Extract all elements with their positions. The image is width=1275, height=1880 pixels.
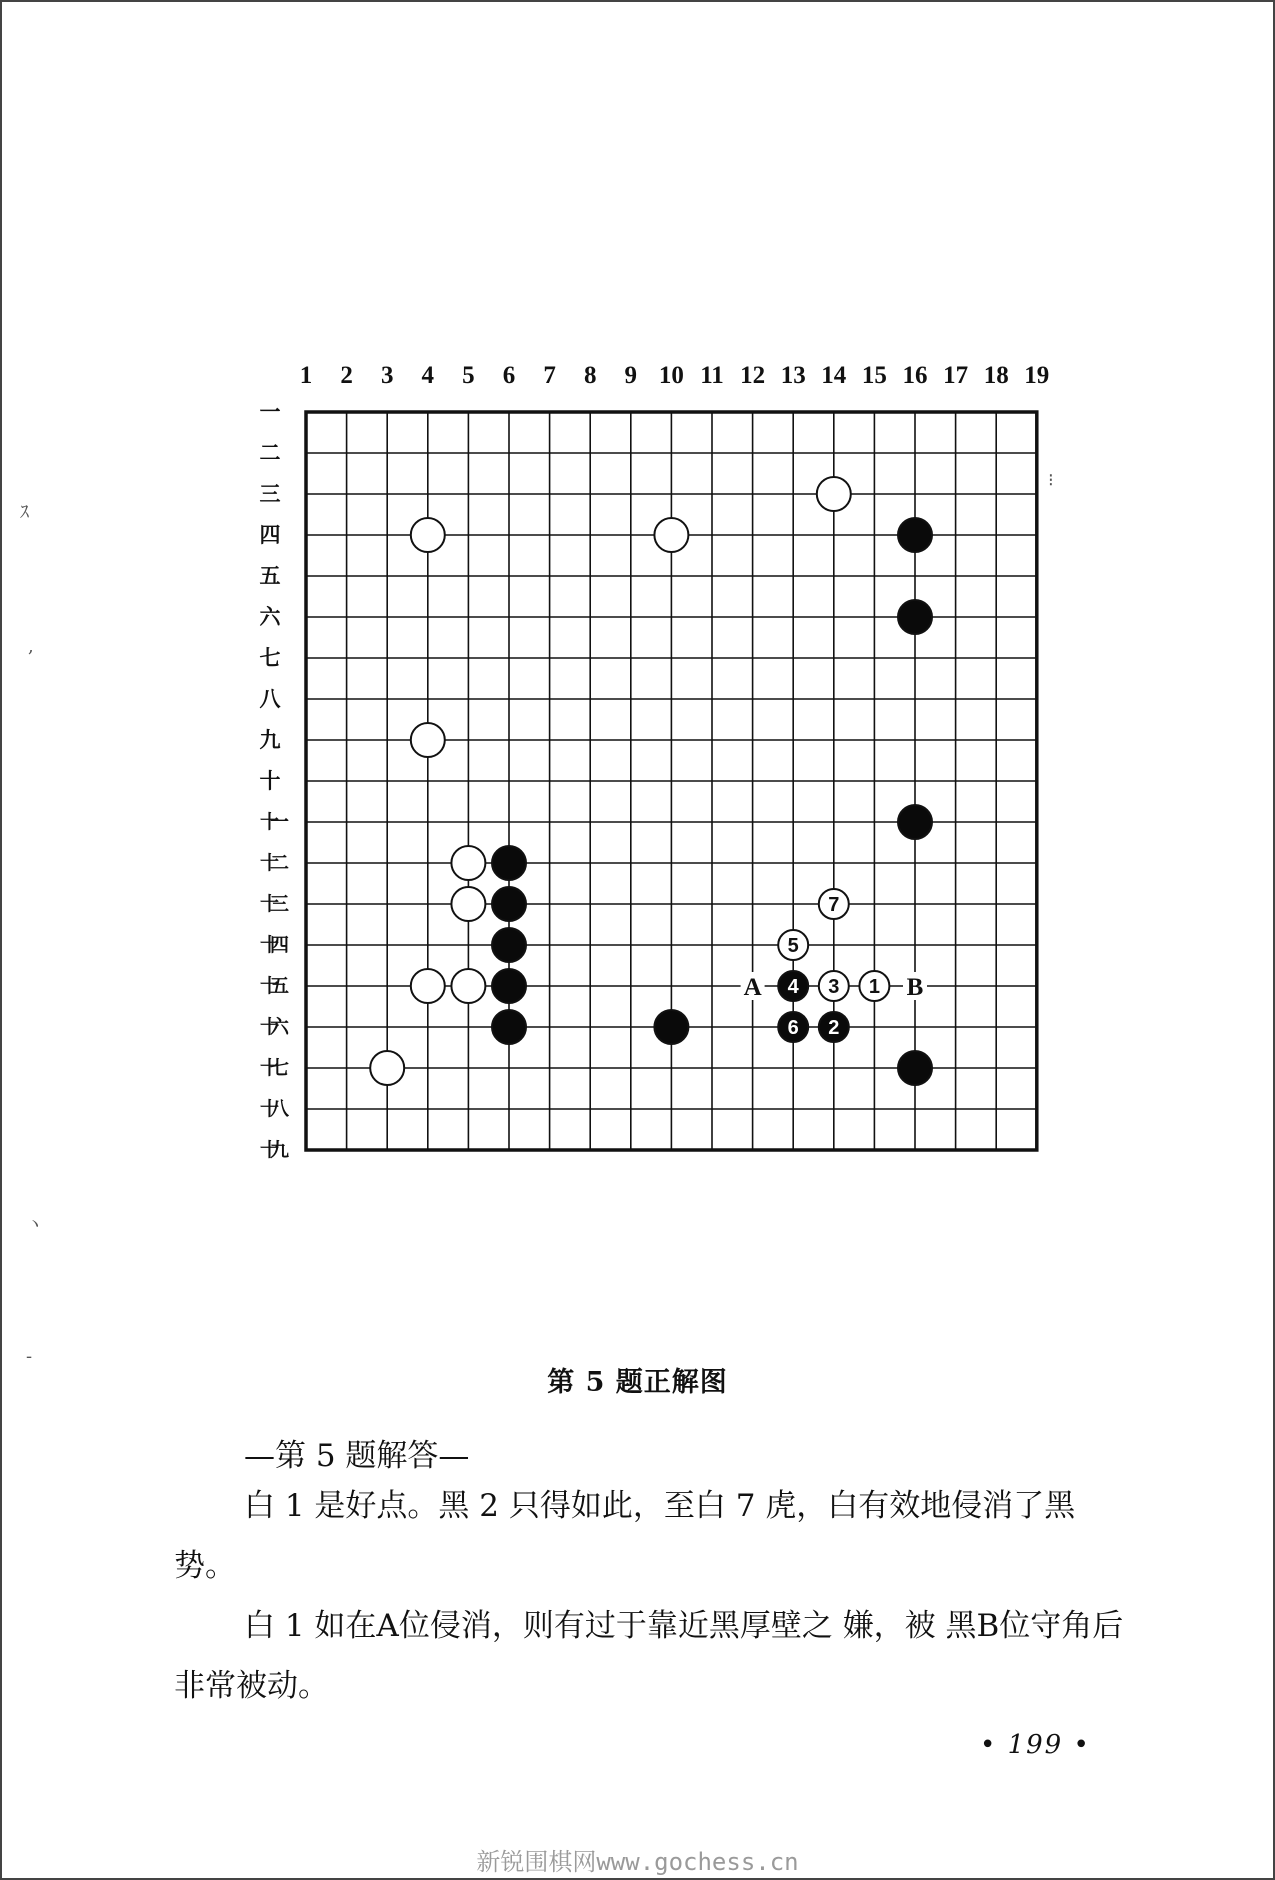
answer-paragraph-1 xyxy=(174,1476,1134,1596)
white-stone xyxy=(817,477,851,511)
scan-speck: ヽ xyxy=(26,1214,44,1235)
column-label: 19 xyxy=(1024,362,1050,389)
black-stone xyxy=(492,887,526,921)
column-label: 6 xyxy=(502,362,516,389)
row-label: 十七 xyxy=(259,1057,280,1079)
stone-number-2: 2 xyxy=(828,1017,840,1039)
row-label: 十五 xyxy=(259,975,280,997)
stone-number-7: 7 xyxy=(828,894,840,916)
scan-speck: ｽ xyxy=(20,502,29,523)
answer-paragraph-1-text: 白 1 是好点。黑 2 只得如此，至白 7 虎，白有效地侵消了黑势。 xyxy=(174,1488,1076,1584)
column-label: 3 xyxy=(380,362,394,389)
scan-speck: , xyxy=(28,636,34,657)
stone-number-3: 3 xyxy=(828,976,840,998)
black-stone xyxy=(492,928,526,962)
white-stone xyxy=(370,1051,404,1085)
black-stone xyxy=(492,846,526,880)
row-label: 三 xyxy=(259,481,281,506)
column-label: 1 xyxy=(299,362,313,389)
row-label: 七 xyxy=(259,645,281,670)
answer-paragraph-2-text: 白 1 如在A位侵消，则有过于靠近黑厚壁之 嫌，被 黑B位守角后非常被动。 xyxy=(174,1608,1124,1704)
row-label: 五 xyxy=(259,563,281,588)
white-stone xyxy=(654,518,688,552)
stone-number-6: 6 xyxy=(787,1017,799,1039)
column-label: 16 xyxy=(902,362,928,389)
black-stone xyxy=(492,969,526,1003)
white-stone xyxy=(411,723,445,757)
row-label: 十六 xyxy=(259,1016,280,1038)
stone-number-1: 1 xyxy=(868,976,880,998)
row-label: 二 xyxy=(259,440,281,465)
column-label: 2 xyxy=(340,362,353,389)
black-stone xyxy=(898,805,932,839)
row-label: 十四 xyxy=(259,934,280,956)
row-label: 十九 xyxy=(259,1139,280,1161)
column-label: 14 xyxy=(821,362,847,389)
scan-speck: ⁝ xyxy=(1048,470,1054,491)
marker-label-B: B xyxy=(906,974,924,1001)
column-label: 12 xyxy=(740,362,766,389)
black-stone xyxy=(898,600,932,634)
black-stone xyxy=(492,1010,526,1044)
column-label: 9 xyxy=(624,362,638,389)
row-label: 六 xyxy=(259,604,281,629)
row-label: 四 xyxy=(259,522,281,547)
watermark: 新锐围棋网www.gochess.cn xyxy=(476,1848,799,1876)
column-label: 18 xyxy=(983,362,1009,389)
row-label: 十二 xyxy=(259,852,280,874)
stone-number-5: 5 xyxy=(787,935,799,957)
answer-paragraph-2 xyxy=(174,1596,1134,1716)
black-stone xyxy=(654,1010,688,1044)
stone-number-4: 4 xyxy=(787,976,799,998)
column-label: 4 xyxy=(421,362,435,389)
column-label: 13 xyxy=(780,362,806,389)
column-label: 17 xyxy=(943,362,969,389)
diagram-caption: 第 5 题正解图 xyxy=(547,1367,728,1398)
page-number: • 199 • xyxy=(980,1730,1091,1760)
row-label: 十一 xyxy=(259,811,280,833)
column-label: 15 xyxy=(861,362,887,389)
column-label: 7 xyxy=(543,362,556,389)
white-stone xyxy=(411,969,445,1003)
white-stone xyxy=(451,887,485,921)
black-stone xyxy=(898,518,932,552)
row-label: 八 xyxy=(259,686,281,711)
marker-label-A: A xyxy=(743,974,762,1001)
black-stone xyxy=(898,1051,932,1085)
row-label: 十八 xyxy=(259,1098,280,1120)
column-label: 10 xyxy=(658,362,684,389)
scan-speck: - xyxy=(26,1346,33,1367)
row-label: 十 xyxy=(259,768,281,793)
white-stone xyxy=(451,846,485,880)
column-label: 11 xyxy=(700,362,724,389)
column-label: 8 xyxy=(583,362,597,389)
row-label: 一 xyxy=(259,399,281,424)
white-stone xyxy=(411,518,445,552)
column-label: 5 xyxy=(462,362,475,389)
row-label: 九 xyxy=(259,727,281,752)
row-label: 十三 xyxy=(259,893,280,915)
white-stone xyxy=(451,969,485,1003)
answer-heading: —第 5 题解答— xyxy=(244,1438,470,1474)
